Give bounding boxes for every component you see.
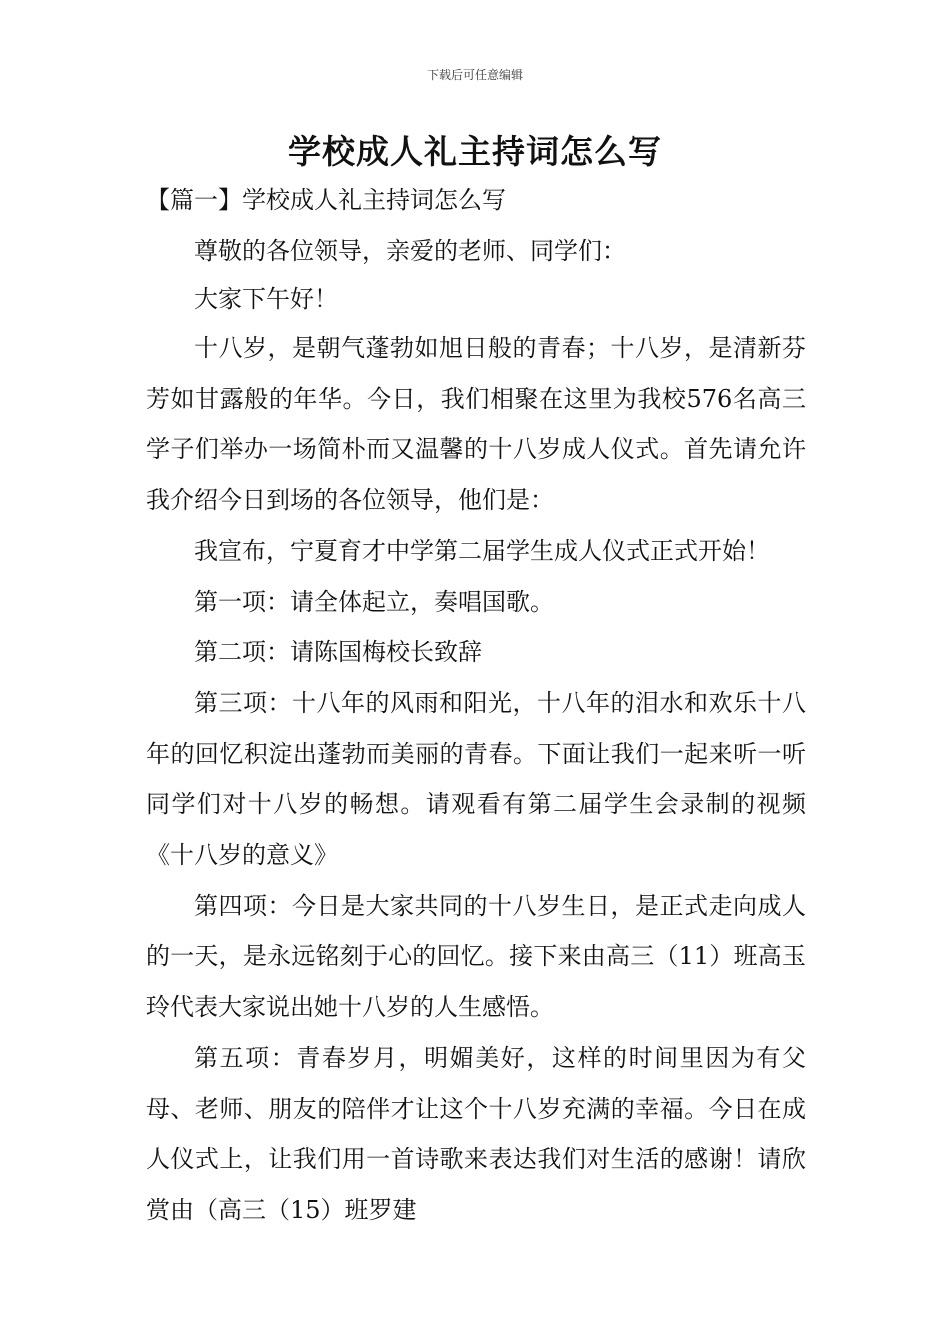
paragraph-item-2: 第二项：请陈国梅校长致辞 [194, 638, 482, 667]
section-heading: 【篇一】学校成人礼主持词怎么写 [146, 186, 506, 214]
paragraph-item-5: 第五项：青春岁月，明媚美好，这样的时间里因为有父母、老师、朋友的陪伴才让这个十八岁充满的幸福。今日在成人仪式上，让我们用一首诗歌来表达我们对生活的感谢！请欣赏由（高三（15）班罗建 [146, 1043, 806, 1224]
document-body [146, 177, 806, 1236]
document-title: 学校成人礼主持词怎么写 [288, 132, 662, 171]
header-note: 下载后可任意编辑 [426, 68, 523, 82]
paragraph-greeting: 尊敬的各位领导，亲爱的老师、同学们： [194, 237, 626, 265]
paragraph-item-1: 第一项：请全体起立，奏唱国歌。 [194, 587, 554, 616]
paragraph-item-3: 第三项：十八年的风雨和阳光，十八年的泪水和欢乐十八年的回忆积淀出蓬勃而美丽的青春。下面让我们一起来听一听同学们对十八岁的畅想。请观看有第二届学生会录制的视频《十八岁的意义》 [146, 688, 806, 870]
paragraph-item-4: 第四项：今日是大家共同的十八岁生日，是正式走向成人的一天，是永远铭刻于心的回忆。接下来由高三（11）班高玉玲代表大家说出她十八岁的人生感悟。 [146, 891, 806, 1022]
paragraph-good-afternoon: 大家下午好！ [194, 285, 338, 313]
paragraph-opening: 十八岁，是朝气蓬勃如旭日般的青春；十八岁，是清新芬芳如甘露般的年华。今日，我们相聚在这里为我校576名高三学子们举办一场简朴而又温馨的十八岁成人仪式。首先请允许我介绍今日到场的各位领导，他们是： [146, 334, 806, 515]
paragraph-announcement: 我宣布，宁夏育才中学第二届学生成人仪式正式开始！ [194, 536, 770, 565]
